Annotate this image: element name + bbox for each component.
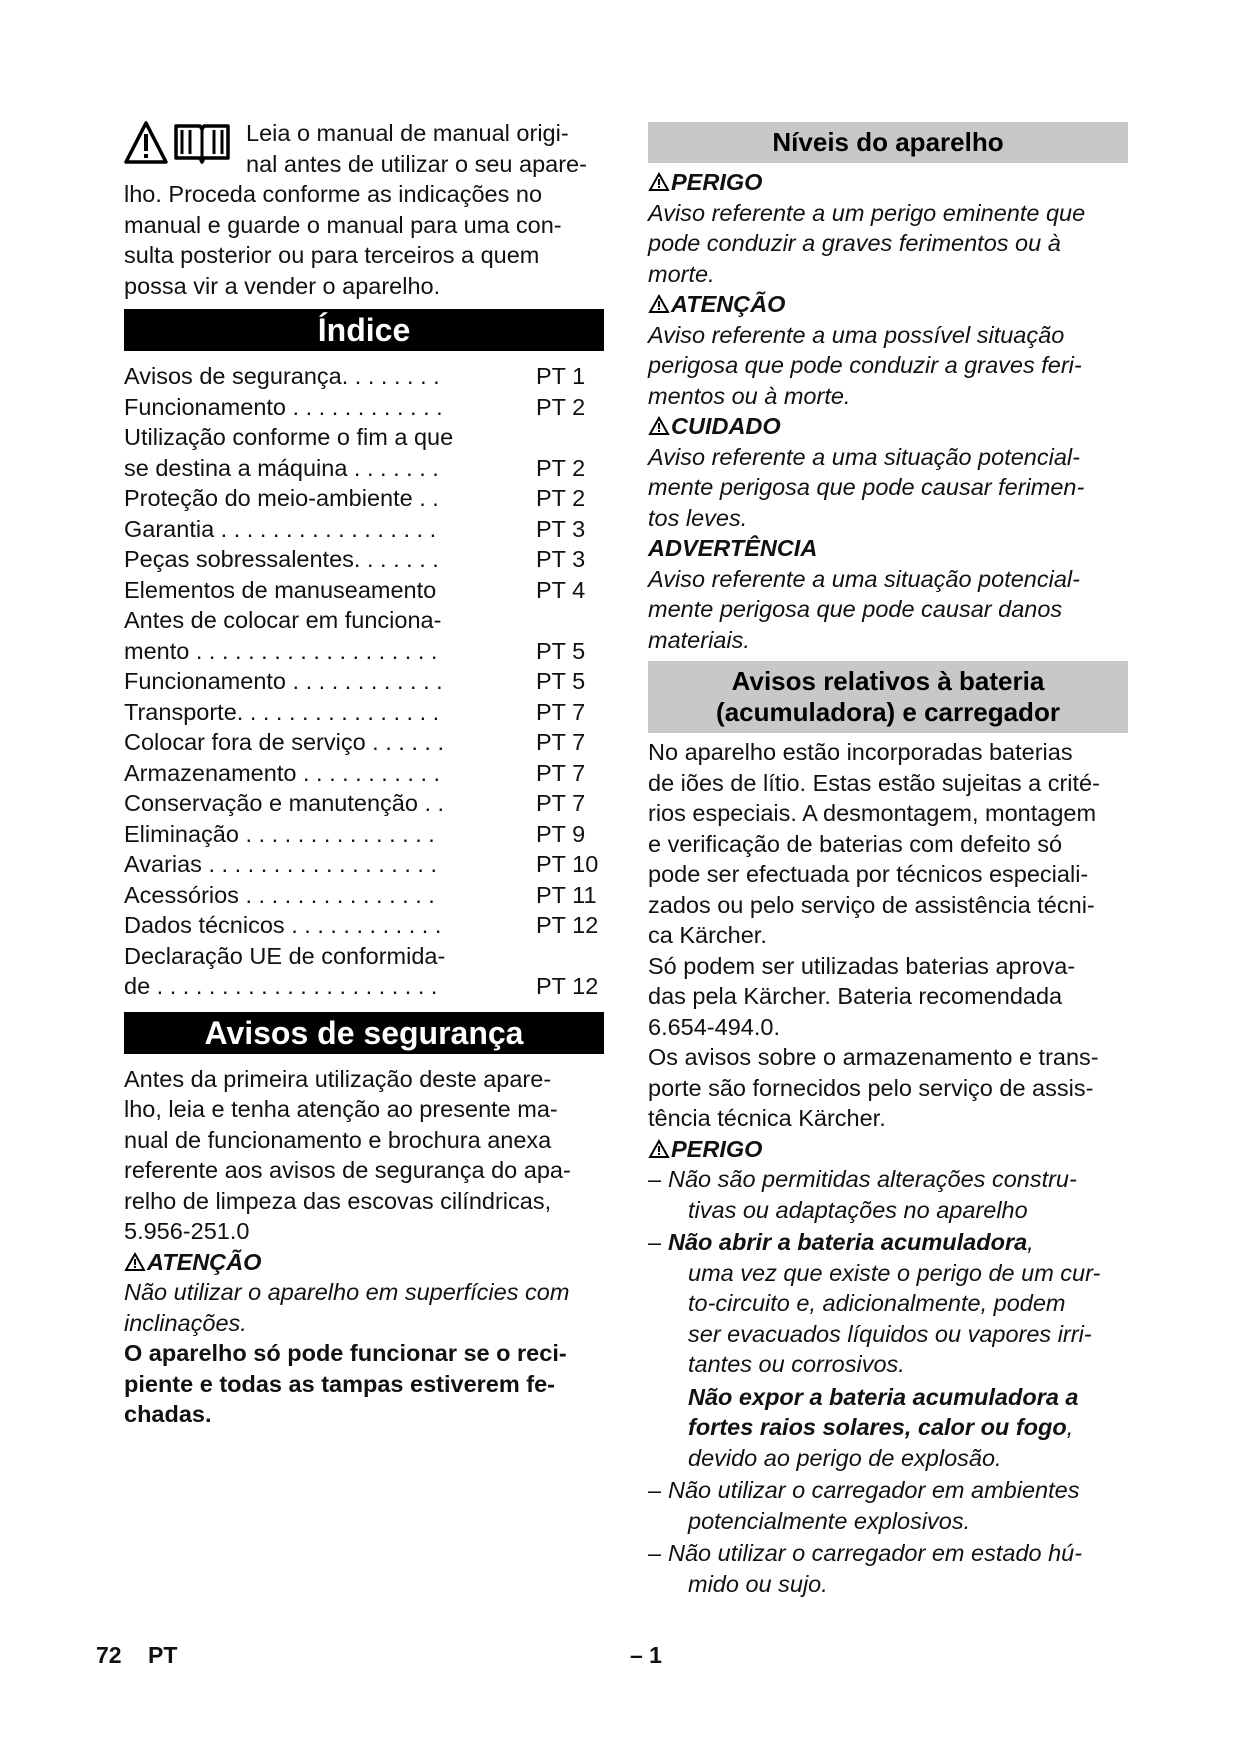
toc-entry-page: PT 12 bbox=[536, 973, 599, 999]
level-description-line: Aviso referente a uma situação potencial- bbox=[648, 565, 1080, 592]
toc-entry-page: PT 7 bbox=[536, 729, 586, 755]
list-item: – Não são permitidas alterações constru- tivas ou adaptações no aparelho bbox=[648, 1164, 1128, 1225]
toc-entry-page: PT 7 bbox=[536, 698, 586, 725]
text-line: No aparelho estão incorporadas baterias bbox=[648, 739, 1073, 765]
toc-entry[interactable] bbox=[124, 941, 604, 1002]
toc-entry-title: Antes de colocar em funciona- bbox=[124, 607, 442, 633]
text-line: e verificação de baterias com defeito só bbox=[648, 830, 1063, 857]
level-description-line: perigosa que pode conduzir a graves feri- bbox=[648, 352, 1082, 378]
bullet-line: uma vez que existe o perigo de um cur- bbox=[688, 1259, 1101, 1286]
text-line: porte são fornecidos pelo serviço de assis- bbox=[648, 1074, 1094, 1101]
toc-entry-title: Elementos de manuseamento bbox=[124, 576, 437, 603]
intro-line: possa vir a vender o aparelho. bbox=[124, 272, 441, 299]
levels-heading: Níveis do aparelho bbox=[648, 122, 1128, 163]
page-number: 72 bbox=[96, 1642, 122, 1668]
bullet-line: Não são permitidas alterações constru- bbox=[668, 1166, 1077, 1192]
left-column bbox=[124, 118, 604, 1430]
intro-line: sulta posterior ou para terceiros a quem bbox=[124, 242, 540, 268]
level-entry bbox=[648, 289, 1128, 411]
warning-icon bbox=[648, 416, 670, 436]
toc-entry-page: PT 1 bbox=[536, 363, 586, 389]
toc-entry[interactable] bbox=[124, 788, 604, 819]
toc-entry-title: mento . . . . . . . . . . . . . . . . . . . bbox=[124, 637, 438, 664]
toc-entry-title: Conservação e manutenção . . bbox=[124, 790, 445, 816]
toc-entry[interactable] bbox=[124, 880, 604, 911]
level-entry bbox=[648, 411, 1128, 533]
level-label-text: ATENÇÃO bbox=[671, 291, 786, 317]
toc-entry-page: PT 7 bbox=[536, 759, 586, 786]
bullet-bold-text: Não abrir a bateria acumuladora bbox=[668, 1229, 1028, 1255]
level-description-line: mentos ou à morte. bbox=[648, 382, 851, 409]
toc-entry-title: se destina a máquina . . . . . . . bbox=[124, 454, 439, 481]
toc-entry-title: Peças sobressalentes. . . . . . . bbox=[124, 546, 439, 572]
levels-list bbox=[648, 167, 1128, 655]
toc-entry-title: Eliminação . . . . . . . . . . . . . . . bbox=[124, 820, 435, 847]
level-label bbox=[648, 167, 1128, 198]
toc-entry[interactable] bbox=[124, 575, 604, 606]
safety-intro bbox=[124, 1064, 604, 1247]
text-line: zados ou pelo serviço de assistência técni- bbox=[648, 891, 1095, 918]
level-description-line: mente perigosa que pode causar danos bbox=[648, 596, 1063, 622]
toc-entry-title: Colocar fora de serviço . . . . . . bbox=[124, 729, 444, 755]
toc-entry-page: PT 5 bbox=[536, 637, 586, 664]
index-heading: Índice bbox=[124, 309, 604, 351]
page-center-marker: – 1 bbox=[630, 1642, 662, 1668]
toc-entry-title: de . . . . . . . . . . . . . . . . . . . . . . bbox=[124, 973, 438, 999]
toc-entry-page: PT 11 bbox=[536, 881, 597, 908]
toc-entry-title: Garantia . . . . . . . . . . . . . . . . . bbox=[124, 515, 437, 542]
toc-entry-page: PT 2 bbox=[536, 454, 586, 481]
intro-icons bbox=[124, 120, 234, 166]
toc-entry[interactable] bbox=[124, 544, 604, 575]
text-line: 6.654-494.0. bbox=[648, 1013, 780, 1040]
toc-entry-title: Avarias . . . . . . . . . . . . . . . . . . bbox=[124, 851, 437, 877]
toc-entry-page: PT 2 bbox=[536, 485, 586, 511]
bullet-bold-text: fortes raios solares, calor ou fogo bbox=[688, 1414, 1067, 1440]
bullet-line: Não utilizar o carregador em estado hú- bbox=[668, 1540, 1083, 1566]
battery-heading bbox=[648, 661, 1128, 733]
list-item: – Não utilizar o carregador em ambientes potencialmente explosivos. bbox=[648, 1475, 1128, 1536]
toc-entry-title: Avisos de segurança. . . . . . . . bbox=[124, 363, 440, 389]
toc-entry[interactable] bbox=[124, 819, 604, 850]
toc-entry[interactable] bbox=[124, 605, 604, 666]
safety-line: Antes da primeira utilização deste apare- bbox=[124, 1065, 552, 1092]
intro-line: manual e guarde o manual para uma con- bbox=[124, 211, 562, 238]
text-line: pode ser efectuada por técnicos especiali- bbox=[648, 861, 1089, 887]
toc-entry-title: Funcionamento . . . . . . . . . . . . bbox=[124, 668, 443, 694]
safety-bold-line: O aparelho só pode funcionar se o reci- bbox=[124, 1340, 567, 1366]
toc-entry-page: PT 4 bbox=[536, 576, 586, 603]
toc-entry-page: PT 5 bbox=[536, 668, 586, 694]
level-entry bbox=[648, 167, 1128, 289]
toc-entry-title: Funcionamento . . . . . . . . . . . . bbox=[124, 393, 443, 420]
warning-icon bbox=[648, 1139, 670, 1159]
safety-heading: Avisos de segurança bbox=[124, 1012, 604, 1054]
toc-entry[interactable] bbox=[124, 422, 604, 483]
bullet-bold-text: Não expor a bateria acumuladora a bbox=[688, 1383, 1079, 1410]
toc-entry[interactable] bbox=[124, 849, 604, 880]
safety-line: 5.956-251.0 bbox=[124, 1218, 250, 1244]
level-description-line: mente perigosa que pode causar ferimen- bbox=[648, 474, 1085, 500]
warning-icon bbox=[648, 294, 670, 314]
toc-entry-title: Declaração UE de conformida- bbox=[124, 942, 446, 969]
toc-entry-title: Dados técnicos . . . . . . . . . . . . bbox=[124, 912, 442, 938]
intro-line: nal antes de utilizar o seu apare- bbox=[246, 150, 587, 177]
toc-entry[interactable] bbox=[124, 727, 604, 758]
bullet-line: tivas ou adaptações no aparelho bbox=[688, 1196, 1028, 1223]
intro-line: Leia o manual de manual origi- bbox=[246, 120, 569, 146]
level-description-line: morte. bbox=[648, 260, 715, 287]
list-item: – Não abrir a bateria acumuladora, uma vez que existe o perigo de um cur- to-circuito e, adicionalmente, podem ser evacuados líquidos ou vapores irri- tantes ou corrosivos. Não expor a bateria acumuladora a fortes raios solares, calor ou fogo, devido ao perigo de explosão. bbox=[648, 1227, 1128, 1473]
toc-entry-page: PT 10 bbox=[536, 851, 599, 877]
warning-icon bbox=[648, 172, 670, 192]
bullet-line: mido ou sujo. bbox=[688, 1570, 828, 1597]
list-item: – Não utilizar o carregador em estado hú- mido ou sujo. bbox=[648, 1538, 1128, 1599]
level-description-line: Aviso referente a uma situação potencial- bbox=[648, 443, 1080, 470]
warning-triangle-icon bbox=[126, 123, 166, 162]
toc-entry[interactable] bbox=[124, 392, 604, 423]
text-line: ca Kärcher. bbox=[648, 922, 767, 948]
toc-entry-page: PT 12 bbox=[536, 912, 599, 938]
toc-entry[interactable] bbox=[124, 910, 604, 941]
toc-entry[interactable] bbox=[124, 483, 604, 514]
battery-heading-line: Avisos relativos à bateria bbox=[731, 666, 1045, 696]
toc-entry-page: PT 3 bbox=[536, 546, 586, 572]
bullet-line: to-circuito e, adicionalmente, podem bbox=[688, 1290, 1066, 1316]
level-description-line: materiais. bbox=[648, 626, 750, 653]
safety-warning-line: inclinações. bbox=[124, 1309, 247, 1336]
bullet-line: Não utilizar o carregador em ambientes bbox=[668, 1477, 1080, 1503]
toc-entry-title: Armazenamento . . . . . . . . . . . bbox=[124, 759, 441, 786]
text-line: Só podem ser utilizadas baterias aprova- bbox=[648, 952, 1076, 979]
text-line: de iões de lítio. Estas estão sujeitas a crité- bbox=[648, 769, 1100, 796]
text-line: Os avisos sobre o armazenamento e trans- bbox=[648, 1044, 1099, 1070]
safety-line: referente aos avisos de segurança do apa- bbox=[124, 1157, 571, 1183]
battery-danger-list bbox=[648, 1164, 1128, 1599]
warning-label-text: ATENÇÃO bbox=[147, 1248, 262, 1275]
safety-bold-line: chadas. bbox=[124, 1401, 212, 1427]
level-description-line: Aviso referente a um perigo eminente que bbox=[648, 199, 1086, 226]
warning-icon bbox=[124, 1252, 146, 1272]
intro-block bbox=[124, 118, 604, 301]
toc-entry-page: PT 2 bbox=[536, 393, 586, 420]
right-column bbox=[648, 118, 1128, 1599]
level-description-line: pode conduzir a graves ferimentos ou à bbox=[648, 230, 1061, 256]
level-description-line: Aviso referente a uma possível situação bbox=[648, 321, 1065, 348]
safety-line: lho, leia e tenha atenção ao presente ma- bbox=[124, 1096, 558, 1122]
battery-danger-label bbox=[648, 1134, 1128, 1165]
safety-bold-line: piente e todas as tampas estiverem fe- bbox=[124, 1370, 556, 1397]
toc-entry[interactable] bbox=[124, 666, 604, 697]
level-description-line: tos leves. bbox=[648, 504, 748, 531]
toc-entry-page: PT 9 bbox=[536, 820, 586, 847]
table-of-contents bbox=[124, 361, 604, 1002]
toc-entry[interactable] bbox=[124, 697, 604, 728]
toc-entry-title: Acessórios . . . . . . . . . . . . . . . bbox=[124, 881, 435, 908]
battery-para-1 bbox=[648, 737, 1128, 951]
toc-entry[interactable] bbox=[124, 758, 604, 789]
safety-warning-line: Não utilizar o aparelho em superfícies com bbox=[124, 1279, 570, 1305]
text-line: rios especiais. A desmontagem, montagem bbox=[648, 800, 1097, 826]
level-label-text: PERIGO bbox=[671, 169, 763, 195]
safety-warning-label bbox=[124, 1247, 604, 1278]
text-line: das pela Kärcher. Bateria recomendada bbox=[648, 983, 1063, 1009]
bullet-line: potencialmente explosivos. bbox=[688, 1507, 971, 1534]
safety-line: nual de funcionamento e brochura anexa bbox=[124, 1126, 552, 1153]
toc-entry-title: Utilização conforme o fim a que bbox=[124, 424, 454, 450]
bullet-line: tantes ou corrosivos. bbox=[688, 1351, 905, 1377]
toc-entry[interactable] bbox=[124, 514, 604, 545]
manual-book-icon bbox=[176, 126, 228, 162]
danger-label-text: PERIGO bbox=[671, 1135, 763, 1162]
level-label bbox=[648, 289, 1128, 320]
toc-entry-title: Proteção do meio-ambiente . . bbox=[124, 485, 439, 511]
bullet-line: ser evacuados líquidos ou vapores irri- bbox=[688, 1320, 1092, 1347]
toc-entry-title: Transporte. . . . . . . . . . . . . . . . bbox=[124, 698, 440, 725]
level-label bbox=[648, 533, 1128, 564]
level-label bbox=[648, 411, 1128, 442]
toc-entry-page: PT 3 bbox=[536, 515, 586, 542]
toc-entry-page: PT 7 bbox=[536, 790, 586, 816]
safety-line: relho de limpeza das escovas cilíndricas, bbox=[124, 1187, 552, 1214]
intro-line: lho. Proceda conforme as indicações no bbox=[124, 181, 543, 207]
level-entry bbox=[648, 533, 1128, 655]
battery-heading-line: (acumuladora) e carregador bbox=[716, 697, 1060, 727]
battery-para-2 bbox=[648, 951, 1128, 1043]
toc-entry[interactable] bbox=[124, 361, 604, 392]
level-label-text: ADVERTÊNCIA bbox=[648, 535, 818, 561]
text-line: tência técnica Kärcher. bbox=[648, 1105, 886, 1131]
language-code: PT bbox=[148, 1642, 178, 1668]
level-label-text: CUIDADO bbox=[671, 413, 781, 439]
battery-para-3 bbox=[648, 1042, 1128, 1134]
bullet-line: devido ao perigo de explosão. bbox=[688, 1444, 1002, 1471]
